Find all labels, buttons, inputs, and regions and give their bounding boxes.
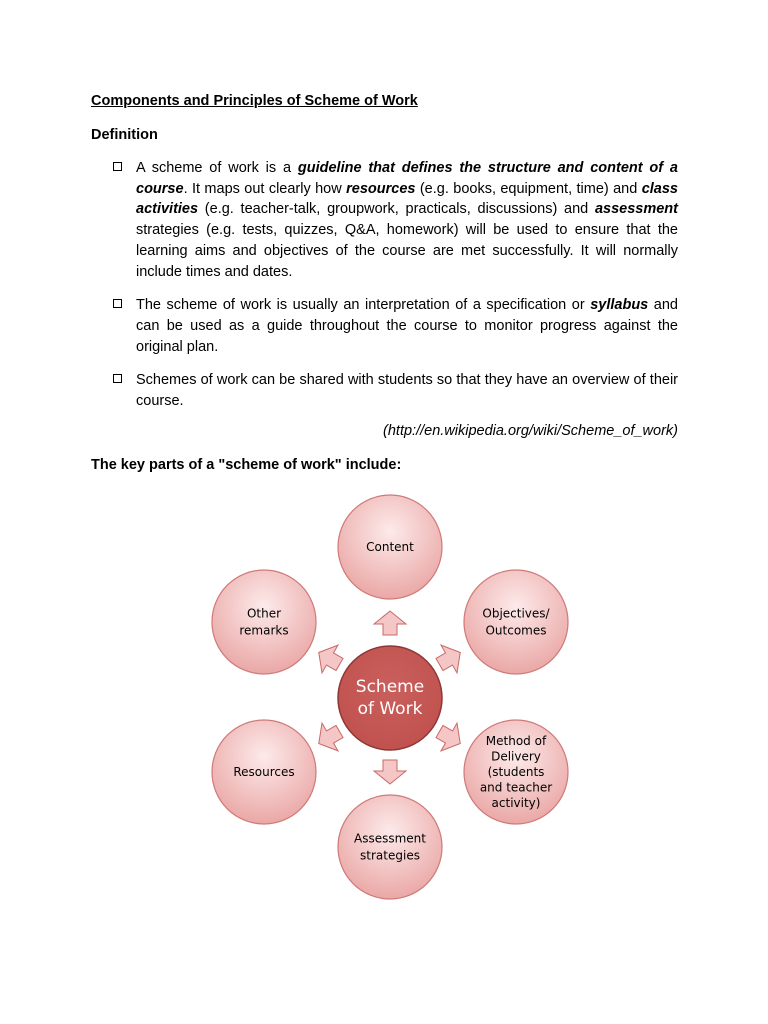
bullet-text: Schemes of work can be shared with students so that they have an overview of their course. (136, 372, 678, 410)
emphasis-text: assessment (594, 201, 678, 218)
node-label: Assessment (354, 831, 426, 846)
node-label: remarks (239, 623, 289, 638)
bullet-text: (e.g. teacher-talk, groupwork, practicals, discussions) and (198, 201, 595, 218)
node-label: and teacher (479, 780, 553, 795)
node-label: Method of (485, 734, 547, 748)
node-label: Other (246, 606, 282, 621)
node-label: (students (487, 765, 545, 779)
bullet-text: strategies (e.g. tests, quizzes, Q&A, homework) will be used to ensure that the learning aims and objectives of the course are met successfully. It will normally include times and dates. (136, 222, 678, 280)
flow-arrow-icon (374, 760, 406, 784)
emphasis-text: class activities (136, 180, 678, 218)
node-objectives-outcomes (464, 570, 568, 674)
bullet-text: The scheme of work is usually an interpretation of a specification or (136, 297, 591, 314)
emphasis-text: resources (346, 180, 416, 197)
node-assessment-strategies (338, 795, 442, 899)
flow-arrow-icon (431, 639, 468, 679)
page-title: Components and Principles of Scheme of Work (91, 93, 418, 109)
node-label: Objectives/ (482, 606, 550, 621)
center-node-label: Scheme (355, 677, 425, 697)
emphasis-text: guideline that defines the structure and content of a course (136, 160, 678, 197)
center-node-scheme-of-work (338, 646, 442, 750)
node-label: activity) (491, 796, 541, 810)
flow-arrow-icon (311, 639, 348, 679)
node-label: strategies (360, 848, 420, 863)
definition-heading: Definition (91, 127, 158, 143)
emphasis-text: syllabus (590, 297, 649, 314)
citation-link-text: (http://en.wikipedia.org/wiki/Scheme_of_work) (383, 423, 678, 439)
flow-arrow-icon (431, 718, 468, 758)
node-other-remarks (212, 570, 316, 674)
center-node-label: of Work (357, 699, 423, 719)
bullet-text: A scheme of work is a (136, 160, 298, 176)
bullet-text: and can be used as a guide throughout the course to monitor progress against the original plan. (136, 297, 678, 355)
node-label: Delivery (491, 749, 541, 764)
node-label: Content (366, 540, 414, 554)
node-label: Resources (233, 765, 295, 779)
flow-arrow-icon (311, 718, 348, 758)
flow-arrow-icon (374, 611, 406, 635)
bullet-text: (e.g. books, equipment, time) and (415, 180, 642, 197)
bullet-text: . It maps out clearly how (183, 180, 347, 197)
node-label: Outcomes (485, 623, 547, 638)
key-parts-heading: The key parts of a "scheme of work" include: (91, 457, 402, 473)
